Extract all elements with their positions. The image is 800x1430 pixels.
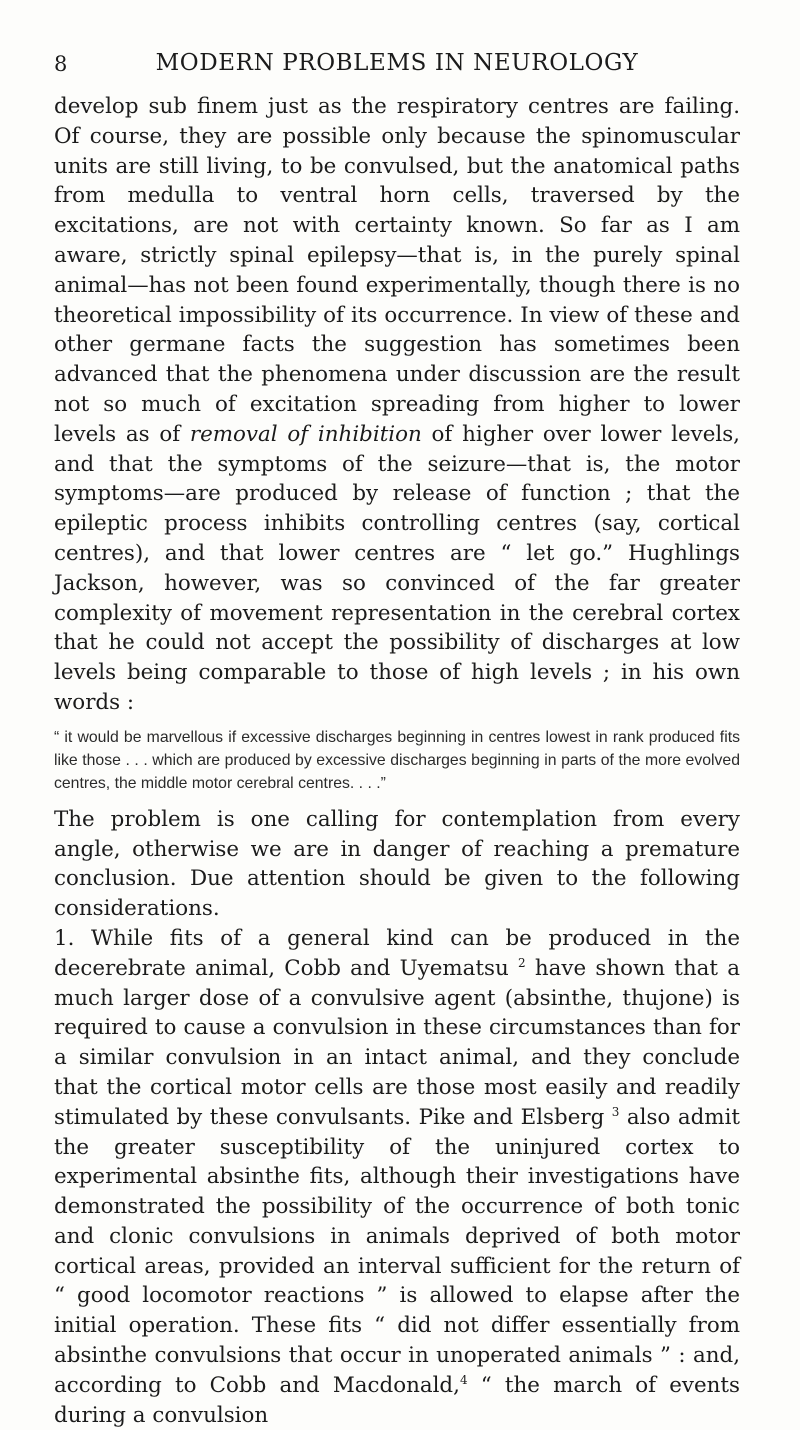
text-run: of higher over lower levels, and that the symptoms of the seizure—that is, the motor symptoms—are produced by release of function ; that the epileptic process inhibits controlling centres (say, cortical centres), and that lower centres are “ let go.” Hughlings Jackson, however, was so convinced of the far greater complexity of movement representation in the cerebral cortex that he could not accept the possibility of discharges at low levels being comparable to those of high levels ; in his own words : bbox=[54, 421, 740, 715]
page-number: 8 bbox=[54, 52, 68, 76]
footnote-ref: 2 bbox=[517, 955, 526, 970]
paragraph-consideration-1 bbox=[54, 924, 740, 1430]
running-head: MODERN PROBLEMS IN NEUROLOGY bbox=[155, 50, 639, 76]
body-text bbox=[54, 92, 740, 1430]
footnote-ref: 3 bbox=[611, 1104, 620, 1119]
text-run: also admit the greater susceptibility of the uninjured cortex to experimental absinthe fits, although their investigations have demonstrated the possibility of the occurrence of both tonic and clonic convulsions in animals deprived of both motor cortical areas, provided an interval sufficient for the return of “ good locomotor reactions ” is allowed to elapse after the initial operation. These fits “ did not differ essentially from absinthe convulsions that occur in unoperated animals ” : and, according to Cobb and Macdonald, bbox=[54, 1104, 741, 1398]
text-run: have shown that a much larger dose of a convulsive agent (absinthe, thujone) is required to cause a convulsion in these circumstances than for a similar convulsion in an intact animal, and they conclude that the cortical motor cells are those most easily and readily stimulated by these convulsants. Pike and Elsberg bbox=[54, 955, 740, 1130]
paragraph-continuation bbox=[54, 92, 740, 718]
paragraph-problem: The problem is one calling for contemplation from every angle, otherwise we are in danger of reaching a premature conclusion. Due attention should be given to the following considerations. bbox=[54, 806, 740, 922]
page-header bbox=[54, 40, 740, 80]
emphasis-text: removal of inhibition bbox=[189, 421, 422, 447]
block-quote: “ it would be marvellous if excessive discharges beginning in centres lowest in rank produced fits like those . . . which are produced by excessive discharges beginning in parts of the more evolved centres, the middle motor cerebral centres. . . .” bbox=[54, 728, 740, 792]
text-run: develop sub finem just as the respiratory centres are failing. Of course, they are possible only because the spinomuscular units are still living, to be convulsed, but the anatomical paths from medulla to ventral horn cells, traversed by the excitations, are not with certainty known. So far as I am aware, strictly spinal epilepsy—that is, in the purely spinal animal—has not been found experimentally, though there is no theoretical impossibility of its occurrence. In view of these and other germane facts the suggestion has sometimes been advanced that the phenomena under discussion are the result not so much of excitation spreading from higher to lower levels as of bbox=[54, 94, 740, 447]
text-run: 1. While fits of a general kind can be produced in the decerebrate animal, Cobb and Uyematsu bbox=[54, 925, 740, 981]
footnote-ref: 4 bbox=[459, 1372, 468, 1387]
text-run: “ the march of events during a convulsion bbox=[54, 1372, 741, 1428]
